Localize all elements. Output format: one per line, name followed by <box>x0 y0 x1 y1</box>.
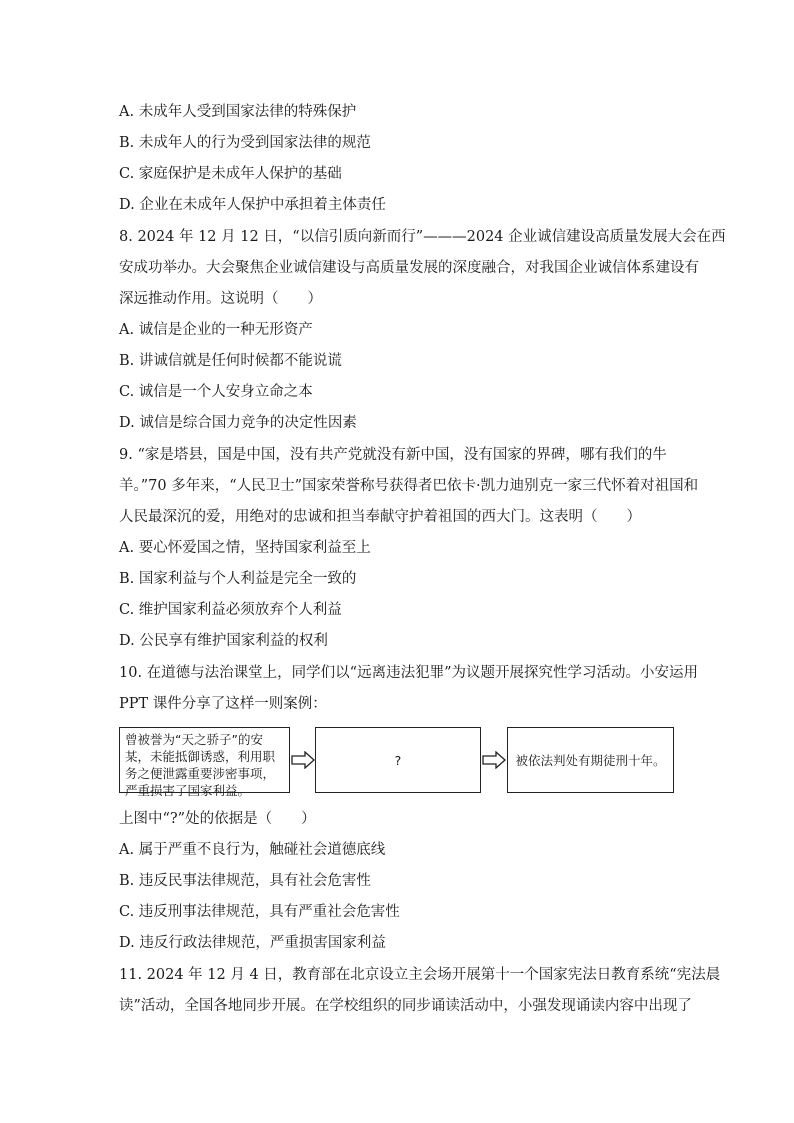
q7-option-a: A. 未成年人受到国家法律的特殊保护 <box>119 104 357 120</box>
q9-option-b: B. 国家利益与个人利益是完全一致的 <box>119 571 357 587</box>
flow-box-case <box>119 727 290 798</box>
q7-option-c: C. 家庭保护是未成年人保护的基础 <box>119 166 342 182</box>
arrow-right-icon <box>291 751 315 769</box>
q10-option-c: C. 违反刑事法律规范，具有严重社会危害性 <box>119 904 400 920</box>
q8-option-d: D. 诚信是综合国力竞争的决定性因素 <box>119 415 357 431</box>
q8-stem-line: 8. 2024 年 12 月 12 日，“以信引质向新而行”———2024 企业诚信建设高质量发展大会在西 <box>119 229 726 245</box>
flow-box-case-line: 曾被誉为“天之骄子”的安 <box>125 732 263 747</box>
q8-stem-line: 安成功举办。大会聚焦企业诚信建设与高质量发展的深度融合，对我国企业诚信体系建设有 <box>119 260 699 276</box>
case-flowchart <box>119 727 674 797</box>
flow-box-case-line: 务之便泄露重要涉密事项， <box>125 766 276 781</box>
flow-box-question-text: ? <box>394 752 402 768</box>
flow-box-case-line: 某，未能抵御诱惑，利用职 <box>125 749 276 764</box>
q11-stem-line: 读”活动，全国各地同步开展。在学校组织的同步诵读活动中，小强发现诵读内容中出现了 <box>119 998 692 1014</box>
flow-box-result <box>507 727 674 793</box>
q9-stem-line: 9. “家是塔县，国是中国，没有共产党就没有新中国，没有国家的界碑，哪有我们的牛 <box>119 447 667 463</box>
flow-box-result-text: 被依法判处有期徒刑十年。 <box>515 752 666 768</box>
q11-stem-line: 11. 2024 年 12 月 4 日，教育部在北京设立主会场开展第十一个国家宪法日教育系统“宪法晨 <box>119 967 721 983</box>
q9-stem-line: 人民最深沉的爱，用绝对的忠诚和担当奉献守护着祖国的西大门。这表明（ ） <box>119 509 641 525</box>
q9-option-c: C. 维护国家利益必须放弃个人利益 <box>119 602 342 618</box>
flow-box-case-line: 严重损害了国家利益。 <box>125 783 251 798</box>
q10-question: 上图中“?”处的依据是（ ） <box>119 811 316 827</box>
q7-option-b: B. 未成年人的行为受到国家法律的规范 <box>119 135 371 151</box>
arrow-right-icon <box>482 751 506 769</box>
q9-option-a: A. 要心怀爱国之情，坚持国家利益至上 <box>119 540 371 556</box>
q8-option-a: A. 诚信是企业的一种无形资产 <box>119 322 313 338</box>
q10-stem-line: PPT 课件分享了这样一则案例： <box>119 696 327 712</box>
q9-stem-line: 羊。”70 多年来，“人民卫士”国家荣誉称号获得者巴依卡·凯力迪别克一家三代怀着对祖国和 <box>119 478 699 494</box>
q10-option-d: D. 违反行政法律规范，严重损害国家利益 <box>119 935 386 951</box>
flow-box-question <box>315 727 481 793</box>
q8-option-c: C. 诚信是一个人安身立命之本 <box>119 384 313 400</box>
q10-stem-line: 10. 在道德与法治课堂上，同学们以“远离违法犯罪”为议题开展探究性学习活动。小安运用 <box>119 665 698 681</box>
q8-option-b: B. 讲诚信就是任何时候都不能说谎 <box>119 353 342 369</box>
q10-option-b: B. 违反民事法律规范，具有社会危害性 <box>119 873 371 889</box>
q7-option-d: D. 企业在未成年人保护中承担着主体责任 <box>119 197 386 213</box>
q10-option-a: A. 属于严重不良行为，触碰社会道德底线 <box>119 842 386 858</box>
q8-stem-line: 深远推动作用。这说明（ ） <box>119 291 322 307</box>
q9-option-d: D. 公民享有维护国家利益的权利 <box>119 633 328 649</box>
